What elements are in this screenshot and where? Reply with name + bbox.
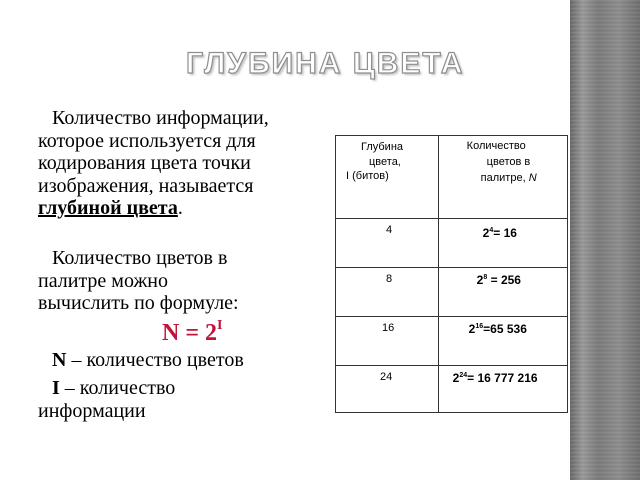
paragraph1-end: . [177, 197, 183, 219]
header-depth [336, 136, 439, 219]
formula-base: N = 2 [162, 320, 218, 346]
header-colors [438, 136, 567, 219]
table-row [336, 317, 568, 366]
table-row [336, 366, 568, 413]
paragraph2-line3: вычислить по формуле: [38, 292, 239, 314]
paragraph-formula-intro [38, 247, 338, 315]
table-header-row [336, 136, 568, 219]
definition-n-text: – количество цветов [66, 349, 244, 371]
formula-exponent: I [217, 318, 223, 333]
header-colors-line2: цветов в [486, 156, 531, 168]
paragraph-color-depth-definition [38, 107, 338, 220]
table-row [336, 268, 568, 317]
colors-cell: $2^{24}= 16$ 777 216 [438, 366, 567, 413]
colors-cell: $2^{16}=65$ 536 [438, 317, 567, 366]
definition-n [52, 348, 244, 372]
depth-cell: 8 [336, 268, 439, 317]
header-depth-line3: I (битов) [346, 170, 389, 182]
slide-title: ГЛУБИНА ЦВЕТА [186, 47, 465, 80]
table-row [336, 219, 568, 268]
term-color-depth: глубиной цвета [38, 197, 178, 219]
depth-cell: 24 [336, 366, 439, 413]
paragraph2-line1: Количество цветов в [52, 247, 228, 269]
header-depth-line2: цвета, [369, 156, 401, 168]
definition-i [52, 376, 175, 400]
paragraph1-line5 [38, 197, 338, 220]
definition-i-continued [38, 399, 146, 423]
colors-cell: $2^4= 16$ [438, 219, 567, 268]
paragraph1-line4: изображения, называется [38, 174, 254, 197]
definition-i-symbol: I [52, 377, 60, 399]
header-colors-line1: Количество [466, 140, 526, 152]
header-colors-line3: палитре, N [480, 172, 537, 184]
depth-cell: 16 [336, 317, 439, 366]
formula [162, 320, 222, 347]
paragraph1-line1: Количество информации, [52, 107, 269, 129]
depth-cell: 4 [336, 219, 439, 268]
color-depth-table [335, 135, 568, 413]
header-depth-line1: Глубина [361, 141, 404, 153]
paragraph2-line2: палитре можно [38, 269, 168, 292]
decorative-side-bar [570, 0, 640, 480]
colors-cell: $2^8 = 256$ [438, 268, 567, 317]
definition-n-symbol: N [52, 349, 67, 371]
definition-i-text: – количество [59, 377, 176, 399]
paragraph1-line2: которое используется для [38, 129, 256, 152]
paragraph1-line3: кодирования цвета точки [38, 152, 251, 174]
definition-i-text2: информации [38, 400, 146, 422]
